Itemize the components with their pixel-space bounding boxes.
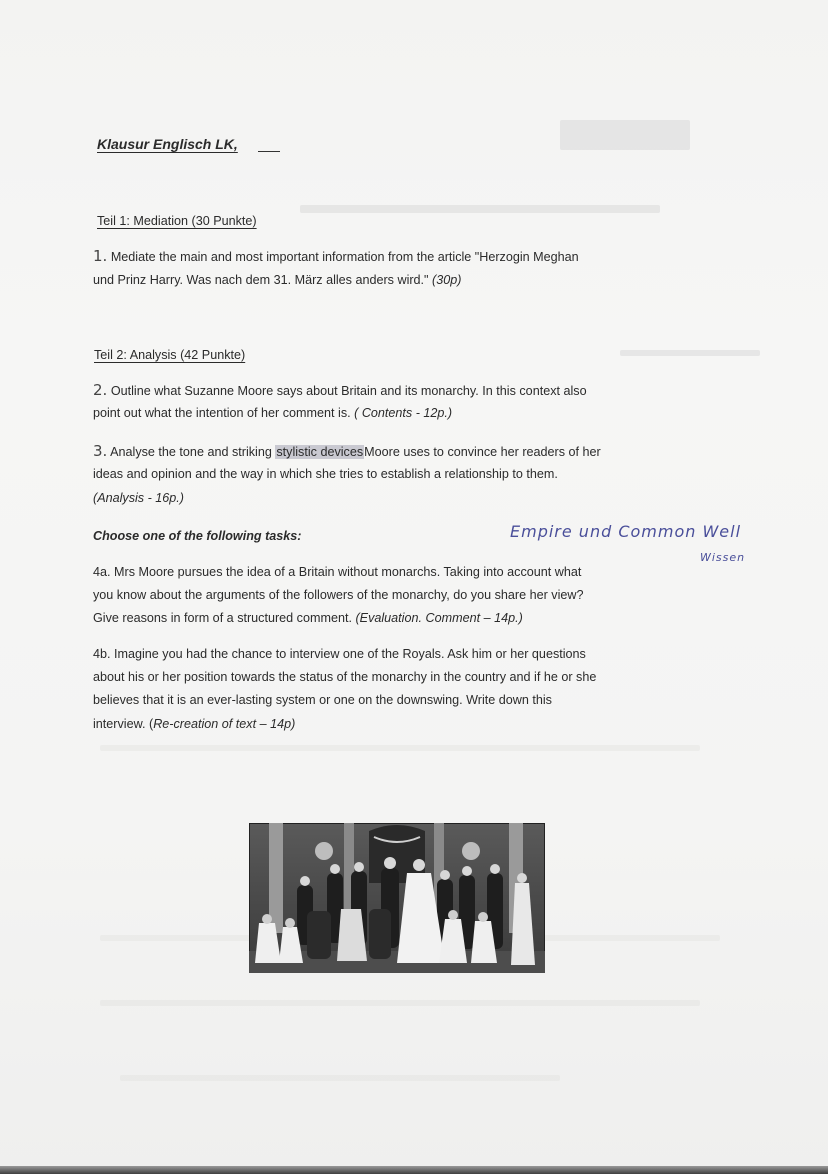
- bleed-through-mark: [100, 1000, 700, 1006]
- task3: [93, 440, 601, 463]
- task3-line1-pre: Analyse the tone and striking: [110, 445, 272, 459]
- part2-heading: Teil 2: Analysis (42 Punkte): [94, 348, 246, 362]
- task4b-line3: believes that it is an ever-lasting system or one on the downswing. Write down this: [93, 693, 552, 707]
- task2-points: ( Contents - 12p.): [354, 406, 453, 420]
- task4b-line4-pre: interview. (: [93, 717, 154, 731]
- task1-number: 1.: [93, 247, 108, 265]
- task3-highlight: stylistic devices: [276, 445, 364, 459]
- task2-line2: point out what the intention of her comment is.: [93, 406, 351, 420]
- title-underline: [258, 151, 280, 152]
- handwritten-note-2: Wissen: [700, 551, 746, 564]
- task4a-line3-wrap: [93, 607, 523, 629]
- task2-line2-wrap: [93, 402, 452, 424]
- task3-number: 3.: [93, 442, 108, 460]
- task4b-line4-italic: Re-creation of text – 14p): [153, 717, 296, 731]
- task4a-line1: 4a. Mrs Moore pursues the idea of a Britain without monarchs. Taking into account what: [93, 565, 582, 579]
- task4a-line3: Give reasons in form of a structured comment.: [93, 611, 352, 625]
- task4b-line2: about his or her position towards the status of the monarchy in the country and if he or she: [93, 670, 597, 684]
- task4b-line4: [93, 713, 295, 735]
- choose-heading: Choose one of the following tasks:: [93, 529, 302, 543]
- task3-line1-post: Moore uses to convince her readers of her: [364, 445, 601, 459]
- exam-title: Klausur Englisch LK,: [97, 136, 238, 152]
- task1-line2: und Prinz Harry. Was nach dem 31. März alles anders wird.": [93, 273, 429, 287]
- task1-line2-wrap: [93, 269, 461, 291]
- task2-number: 2.: [93, 381, 108, 399]
- bleed-through-mark: [300, 205, 660, 213]
- task1-points: (30p): [432, 273, 462, 287]
- bleed-through-mark: [100, 745, 700, 751]
- bleed-through-mark: [120, 1075, 560, 1081]
- task1: [93, 245, 579, 268]
- handwritten-note-1: Empire und Common Well: [510, 522, 742, 541]
- bleed-through-mark: [560, 120, 690, 150]
- part1-heading: Teil 1: Mediation (30 Punkte): [97, 214, 257, 228]
- task1-line1: Mediate the main and most important information from the article "Herzogin Meghan: [110, 250, 579, 264]
- task2: [93, 379, 587, 402]
- task3-points: (Analysis - 16p.): [93, 491, 184, 505]
- royal-wedding-photo: [249, 823, 545, 973]
- task2-line1: Outline what Suzanne Moore says about Britain and its monarchy. In this context also: [110, 384, 587, 398]
- task3-line2: ideas and opinion and the way in which she tries to establish a relationship to them.: [93, 467, 558, 481]
- task4b-line1: 4b. Imagine you had the chance to interview one of the Royals. Ask him or her questions: [93, 647, 586, 661]
- scanner-edge: [0, 1166, 828, 1174]
- task4a-points: (Evaluation. Comment – 14p.): [355, 611, 523, 625]
- task4a-line2: you know about the arguments of the followers of the monarchy, do you share her view?: [93, 588, 584, 602]
- bleed-through-mark: [620, 350, 760, 356]
